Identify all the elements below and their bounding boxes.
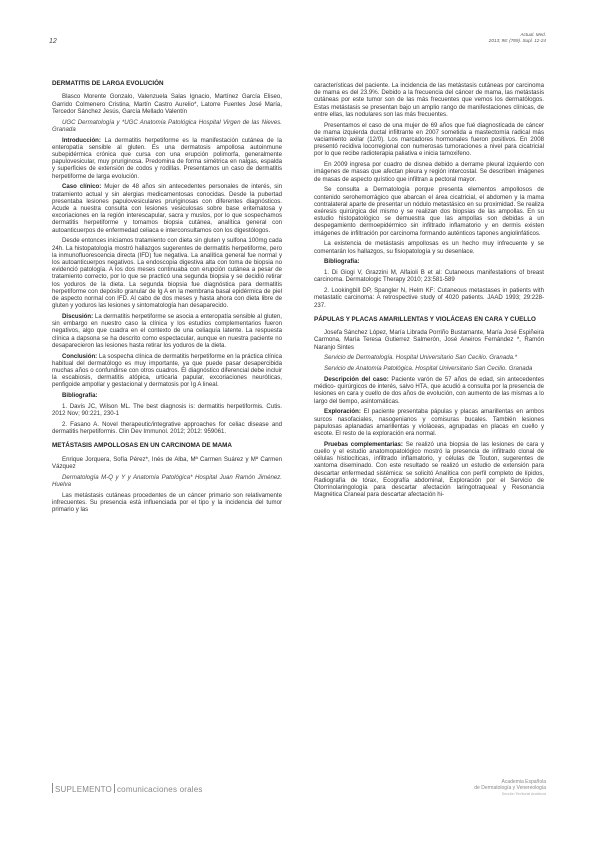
metastasis-paragraph-3: En 2009 ingresa por cuadro de disnea debido a derrame pleural izquierdo con imágenes de masas que afectan pleura y región intercostal. Se describen imágenes de masas de aspecto quístico que infiltran a pectoral mayor. — [314, 161, 544, 183]
footer-organization — [436, 779, 546, 797]
left-column — [52, 80, 282, 514]
metastasis-paragraph-1: Las metástasis cutáneas procedentes de un cáncer primario son relativamente infrecuentes. Su presencia está influenciada por el tipo y la incidencia del tumor primario y las — [52, 491, 282, 514]
affiliation-papules-2: Servicio de Anatomía Patológica. Hospital Universitario San Cecilio. Granada — [324, 365, 533, 373]
case-paragraph — [52, 183, 282, 233]
footer-separator — [114, 784, 115, 793]
authors-dermatitis: Blasco Morente Gonzalo, Valenzuela Salas Ignacio, Martínez García Eliseo, Garrido Colmenero Cristina, Martín Castro Aurelio*, Latorre Fuentes José María, Tercedor Sánchez Jesús, García Mellado Valentín — [52, 93, 282, 115]
exploration-paragraph — [314, 408, 544, 437]
description-label: Descripción del caso: — [324, 376, 389, 384]
bibliography-heading: Bibliografía: — [324, 258, 360, 266]
metastasis-paragraph-4: Se consulta a Dermatología porque presenta elementos ampollosos de contenido serohemorrágico que abarcan el área cicatricial, el abdomen y la mama contralateral aparte de presentar un nódulo metastásico en su proximidad. Se realiza exéresis quirúrgica del mismo y se realizan dos biopsias de las ampollas. En su estudio histopatológico se demuestra que las ampollas son debidas a un despegamiento dermoepidérmico sin infiltrado inflamatorio y en dermis existen imágenes de infiltración por carcinoma formando auténticos tapones angiolinfáticos. — [314, 186, 544, 237]
exploration-label: Exploración: — [324, 408, 361, 416]
bibliography-item: 2. Fasano A. Novel therapeutic/integrative approaches for celiac disease and dermatitis herpetiformis. Clin Dev Immunol. 2012; 2012: 959061. — [52, 421, 282, 436]
affiliation-dermatitis: UGC Dermatología y *UGC Anatomía Patológica Hospital Virgen de las Nieves. Granada — [52, 118, 282, 133]
page-number: 12 — [49, 38, 57, 45]
section-title-papules: PÁPULAS Y PLACAS AMARILLENTAS Y VIOLÁCEAS EN CARA Y CUELLO — [314, 315, 536, 323]
journal-citation: 2013; 98: (789). Supl. 12-24 — [488, 38, 546, 43]
metastasis-paragraph-cont: características del paciente. La incidencia de las metástasis cutáneas por carcinoma de mama es del 23.9%. Debido a la frecuencia del cáncer de mama, las metástasis cutáneas por este tumor son de las más frecuentes que vemos los dermatólogos. Estas metástasis se presentan bajo un amplio rango de manifestaciones clínicas, de entre ellas, las nodulares son las más frecuentes. — [314, 82, 544, 118]
org-line-3: Sección Territorial Andaluza — [501, 792, 546, 796]
footer-section: comunicaciones orales — [116, 785, 203, 794]
case-paragraph-2: Desde entonces iniciamos tratamiento con dieta sin gluten y sulfona 100mg cada 24h. La histopatología mostró hallazgos sugerentes de dermatitis herpetiforme, pero la inmunofluorescencia directa (IFD) fue negativa. La analítica general fue normal y los autoanticuerpos negativos. La endoscopia digestiva alta con toma de biopsia no evidenció patología. A los dos meses continuaba con erupción cutánea a pesar de tratamiento correcto, por lo que se practicó una segunda biopsia y se decidió retirar los yoduros de la dieta. La segunda biopsia fue diagnóstica para dermatitis herpetiforme con depósito granular de Ig A en la membrana basal epidérmica de piel de aspecto normal con IFD. Al cabo de dos meses y hasta ahora con dieta libre de gluten y yoduros las lesiones y sintomatología han desaparecido. — [52, 237, 282, 310]
metastasis-paragraph-2: Presentamos el caso de una mujer de 69 años que fué diagnosticada de cáncer de mama izquierda ductal infiltrante en 2007 sometida a mastectomía radical más vaciamiento axilar (12/0). Los marcadores hormonales fueron positivos. En 2008 presentó recidiva locorregional con numerosas tumoraciones a nivel para cicatricial por lo que recibe radioterapia paliativa e inicia tamoxifeno. — [314, 121, 544, 158]
bibliography-heading: Bibliografía: — [62, 392, 98, 400]
right-column — [314, 82, 544, 498]
bibliography-item: 2. Lookingbill DP, Spangler N, Helm KF: Cutaneous metastases in patients with metastatic carcinoma: A retrospective study of 4020 patients. JAAD 1993; 29:228-237. — [314, 287, 544, 309]
authors-metastasis: Enrique Jorquera, Sofía Pérez*, Inés de Alba, Mª Carmen Suárez y Mª Carmen Vázquez — [52, 455, 282, 471]
case-text: Mujer de 48 años sin antecedentes personales de interés, sin tratamiento actual y sin alergias medicamentosas conocidas. Desde la pubertad presentaba lesiones papulovesiculares pruriginosas con diferentes diagnósticos. Acude a nuestra consulta con lesiones vesiculosas sobre base eritematosa y excoriaciones en la región interescapular, sacra y muslos, por lo que sospechamos dermatitis herpetiforme y tomamos biopsia cutánea, analítica general con autoanticuerpos de enfermedad celiaca e interconsultamos con los digestólogos. — [52, 183, 282, 234]
bibliography-item: 1. Di Giogi V, Grazzini M, Alfaioli B et al: Cutaneous manifestations of breast carcinoma. Dermatologic Therapy 2010; 23:581-589 — [314, 269, 544, 284]
discussion-paragraph — [52, 313, 282, 349]
journal-name: Actual. Med. — [520, 32, 546, 37]
intro-text: La dermatitis herpetiforme es la manifestación cutánea de la enteropatía sensible al gluten. Es una dermatosis ampollosa autoinmune subepidérmica crónica que cursa con una erupción polimorfa, generalmente papulovesicular, muy pruriginosa. Predomina de forma simétrica en nalgas, espalda y superficies de extensión de codos y rodillas. Presentamos un caso de dermatitis herpetiforme de larga evolución. — [52, 136, 282, 180]
metastasis-paragraph-5: La existencia de metástasis ampollosas es un hecho muy infrecuente y se comentarán los hallazgos, su fisiopatología y su desenlace. — [314, 240, 544, 255]
bibliography-item: 1. Davis JC, Wilson ML. The best diagnosis is: dermatitis herpetiformis. Cutis. 2012 Nov; 90:221, 230-1 — [52, 403, 282, 418]
tests-paragraph — [314, 441, 544, 499]
discussion-text: La dermatitis herpetiforme se asocia a enteropatía sensible al gluten, sin embargo en nuestro caso la clínica y los estudios complementarios fueron negativos, algo que cuadra en el contexto de una celiaquía latente. La respuesta clínica a dapsona se ha descrito como espectacular, aunque en nuestra paciente no desaparecieron las lesiones hasta retirar los yoduros de la dieta. — [52, 313, 282, 349]
intro-label: Introducción: — [62, 136, 101, 144]
footer-bar — [52, 783, 53, 793]
affiliation-papules: Servicio de Dermatología. Hospital Universitario San Cecilio. Granada.* — [324, 354, 518, 362]
case-label: Caso clínico: — [62, 183, 102, 191]
footer-suplemento: SUPLEMENTO — [55, 785, 112, 794]
footer-section-label — [52, 783, 203, 794]
conclusion-paragraph — [52, 353, 282, 389]
affiliation-metastasis: Dermatología M-Q y Y y Anatomía Patológica* Hospital Juan Ramón Jiménez. Huelva — [52, 473, 282, 489]
tests-text: Se realizó una biopsia de las lesiones de cara y cuello y el estudio anatomopatológico mostró la presencia de infiltrado clonal de células histiocíticas, infiltrado inflamatorio, y células de Touton, sugerentes de xantoma diseminado. Con este resultado se realizó un estudio de extensión para descartar enfermedad sistémica: se solicitó Analítica con perfil completo de lípidos, Radiografía de tórax, Ecografía abdominal, Exploración por el Servicio de Otorrinolaringología para descartar afectación laringotraqueal y Resonancia Magnética Craneal para descartar afectación hi- — [314, 440, 544, 499]
section-title-metastasis: METÁSTASIS AMPOLLOSAS EN UN CARCINOMA DE MAMA — [52, 442, 232, 450]
authors-papules: Josefa Sánchez López, María Librada Porriño Bustamante, María José Espiñeira Carmona, María Teresa Gutierrez Salmerón, José Aneiros Fernández *, Ramón Naranjo Sintes — [314, 329, 544, 351]
exploration-text: El paciente presentaba pápulas y placas amarillentas en ambos surcos nasofaciales, nasogenianos y comisuras bucales. También lesiones papulosas aplanadas amarillentas y violáceas, agrupadas en placas en cuello y escote. El resto de la exploración era normal. — [314, 408, 544, 438]
org-line-1: Academia Española — [501, 779, 546, 785]
description-text: Paciente varón de 57 años de edad, sin antecedentes médico- quirúrgicos de interés, salvo HTA, que acudió a consulta por la presencia de lesiones en cara y cuello de dos años de evolución, con aumento de las mismas a lo largo del tiempo, asintomáticas. — [314, 376, 544, 405]
discussion-label: Discusión: — [62, 313, 94, 321]
intro-paragraph — [52, 137, 282, 180]
description-paragraph — [314, 376, 544, 405]
tests-label: Pruebas complementarias: — [324, 440, 403, 448]
conclusion-text: La sospecha clínica de dermatitis herpetiforme en la práctica clínica habitual del dermatólogo es muy importante, ya que puede pasar desapercibida muchas años o confundirse con otros cuadros. El diagnóstico diferencial debe incluir la escabiosis, dermatitis atópica, urticaria papular, excoriaciones neuróticas, penfigoide ampollar y gestacional y dermatosis por Ig A lineal. — [52, 352, 282, 389]
org-line-2: de Dermatología y Venereología — [474, 785, 546, 791]
conclusion-label: Conclusión: — [62, 352, 98, 360]
running-head — [406, 32, 546, 44]
section-title-dermatitis: DERMATITIS DE LARGA EVOLUCIÓN — [52, 80, 164, 87]
